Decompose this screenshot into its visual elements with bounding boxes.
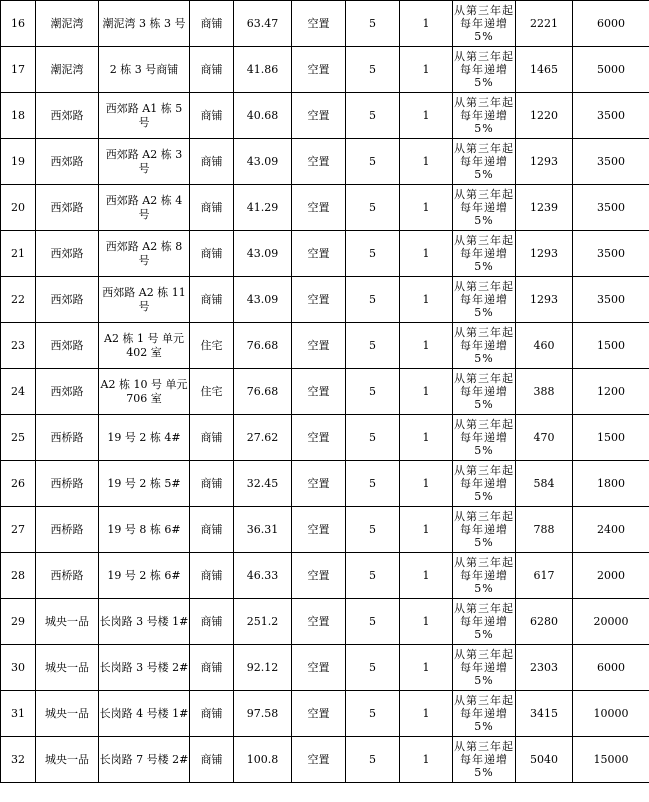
area-cell: 63.47 xyxy=(234,1,292,47)
area-cell: 41.86 xyxy=(234,47,292,93)
table-row xyxy=(1,139,649,185)
table-row xyxy=(1,553,649,599)
location-cell: 西桥路 xyxy=(36,415,99,461)
lease-years-cell: 5 xyxy=(346,369,400,415)
rent-increase-cell: 从第三年起每年递增 5% xyxy=(453,185,516,231)
address-cell: 西郊路 A2 栋 4 号 xyxy=(99,185,190,231)
unit-rent-cell: 1465 xyxy=(516,47,573,93)
unit-rent-cell: 584 xyxy=(516,461,573,507)
lease-years-cell: 5 xyxy=(346,139,400,185)
property-type-cell: 商铺 xyxy=(190,461,234,507)
property-type-cell: 商铺 xyxy=(190,1,234,47)
lease-years-cell: 5 xyxy=(346,1,400,47)
location-cell: 西桥路 xyxy=(36,553,99,599)
row-number-cell: 25 xyxy=(1,415,36,461)
total-rent-cell: 3500 xyxy=(573,277,649,323)
lease-years-cell: 5 xyxy=(346,461,400,507)
rent-increase-cell: 从第三年起每年递增 5% xyxy=(453,277,516,323)
area-cell: 97.58 xyxy=(234,691,292,737)
total-rent-cell: 10000 xyxy=(573,691,649,737)
location-cell: 城央一品 xyxy=(36,737,99,783)
lease-years-cell: 5 xyxy=(346,277,400,323)
rent-increase-cell: 从第三年起每年递增 5% xyxy=(453,553,516,599)
property-type-cell: 住宅 xyxy=(190,369,234,415)
unit-rent-cell: 1239 xyxy=(516,185,573,231)
rent-increase-cell: 从第三年起每年递增 5% xyxy=(453,1,516,47)
address-cell: 长岗路 7 号楼 2# xyxy=(99,737,190,783)
total-rent-cell: 3500 xyxy=(573,93,649,139)
total-rent-cell: 1500 xyxy=(573,415,649,461)
row-number-cell: 18 xyxy=(1,93,36,139)
row-number-cell: 32 xyxy=(1,737,36,783)
total-rent-cell: 2000 xyxy=(573,553,649,599)
property-type-cell: 商铺 xyxy=(190,47,234,93)
status-cell: 空置 xyxy=(292,415,346,461)
lease-years-cell: 5 xyxy=(346,553,400,599)
deposit-months-cell: 1 xyxy=(400,323,453,369)
property-type-cell: 商铺 xyxy=(190,93,234,139)
rent-increase-cell: 从第三年起每年递增 5% xyxy=(453,369,516,415)
total-rent-cell: 3500 xyxy=(573,185,649,231)
lease-years-cell: 5 xyxy=(346,691,400,737)
lease-years-cell: 5 xyxy=(346,93,400,139)
location-cell: 潮泥湾 xyxy=(36,47,99,93)
row-number-cell: 31 xyxy=(1,691,36,737)
area-cell: 46.33 xyxy=(234,553,292,599)
property-type-cell: 商铺 xyxy=(190,645,234,691)
status-cell: 空置 xyxy=(292,139,346,185)
address-cell: 长岗路 4 号楼 1# xyxy=(99,691,190,737)
lease-years-cell: 5 xyxy=(346,47,400,93)
area-cell: 36.31 xyxy=(234,507,292,553)
unit-rent-cell: 470 xyxy=(516,415,573,461)
area-cell: 43.09 xyxy=(234,231,292,277)
deposit-months-cell: 1 xyxy=(400,645,453,691)
rent-increase-cell: 从第三年起每年递增 5% xyxy=(453,415,516,461)
address-cell: 西郊路 A1 栋 5 号 xyxy=(99,93,190,139)
status-cell: 空置 xyxy=(292,369,346,415)
row-number-cell: 29 xyxy=(1,599,36,645)
deposit-months-cell: 1 xyxy=(400,415,453,461)
unit-rent-cell: 388 xyxy=(516,369,573,415)
row-number-cell: 22 xyxy=(1,277,36,323)
row-number-cell: 27 xyxy=(1,507,36,553)
deposit-months-cell: 1 xyxy=(400,93,453,139)
unit-rent-cell: 788 xyxy=(516,507,573,553)
deposit-months-cell: 1 xyxy=(400,369,453,415)
area-cell: 76.68 xyxy=(234,323,292,369)
total-rent-cell: 6000 xyxy=(573,1,649,47)
location-cell: 城央一品 xyxy=(36,691,99,737)
table-row xyxy=(1,461,649,507)
table-row xyxy=(1,231,649,277)
deposit-months-cell: 1 xyxy=(400,507,453,553)
area-cell: 32.45 xyxy=(234,461,292,507)
address-cell: 西郊路 A2 栋 11 号 xyxy=(99,277,190,323)
row-number-cell: 16 xyxy=(1,1,36,47)
rent-increase-cell: 从第三年起每年递增 5% xyxy=(453,737,516,783)
total-rent-cell: 1800 xyxy=(573,461,649,507)
rent-increase-cell: 从第三年起每年递增 5% xyxy=(453,47,516,93)
rent-increase-cell: 从第三年起每年递增 5% xyxy=(453,231,516,277)
total-rent-cell: 3500 xyxy=(573,231,649,277)
property-type-cell: 住宅 xyxy=(190,323,234,369)
address-cell: 长岗路 3 号楼 2# xyxy=(99,645,190,691)
area-cell: 76.68 xyxy=(234,369,292,415)
total-rent-cell: 20000 xyxy=(573,599,649,645)
deposit-months-cell: 1 xyxy=(400,185,453,231)
status-cell: 空置 xyxy=(292,507,346,553)
location-cell: 西郊路 xyxy=(36,231,99,277)
row-number-cell: 23 xyxy=(1,323,36,369)
lease-years-cell: 5 xyxy=(346,645,400,691)
address-cell: 西郊路 A2 栋 8 号 xyxy=(99,231,190,277)
status-cell: 空置 xyxy=(292,737,346,783)
location-cell: 西郊路 xyxy=(36,369,99,415)
row-number-cell: 19 xyxy=(1,139,36,185)
deposit-months-cell: 1 xyxy=(400,139,453,185)
location-cell: 西郊路 xyxy=(36,93,99,139)
deposit-months-cell: 1 xyxy=(400,737,453,783)
table-row xyxy=(1,47,649,93)
location-cell: 西郊路 xyxy=(36,185,99,231)
table-row xyxy=(1,369,649,415)
lease-years-cell: 5 xyxy=(346,599,400,645)
address-cell: 19 号 2 栋 5# xyxy=(99,461,190,507)
location-cell: 西桥路 xyxy=(36,507,99,553)
property-type-cell: 商铺 xyxy=(190,277,234,323)
location-cell: 城央一品 xyxy=(36,599,99,645)
property-type-cell: 商铺 xyxy=(190,185,234,231)
area-cell: 43.09 xyxy=(234,277,292,323)
unit-rent-cell: 6280 xyxy=(516,599,573,645)
rent-increase-cell: 从第三年起每年递增 5% xyxy=(453,691,516,737)
address-cell: 19 号 2 栋 6# xyxy=(99,553,190,599)
table-row xyxy=(1,185,649,231)
unit-rent-cell: 2303 xyxy=(516,645,573,691)
lease-years-cell: 5 xyxy=(346,507,400,553)
rent-increase-cell: 从第三年起每年递增 5% xyxy=(453,93,516,139)
property-type-cell: 商铺 xyxy=(190,139,234,185)
rent-increase-cell: 从第三年起每年递增 5% xyxy=(453,507,516,553)
total-rent-cell: 1200 xyxy=(573,369,649,415)
area-cell: 27.62 xyxy=(234,415,292,461)
total-rent-cell: 15000 xyxy=(573,737,649,783)
status-cell: 空置 xyxy=(292,599,346,645)
rent-increase-cell: 从第三年起每年递增 5% xyxy=(453,139,516,185)
row-number-cell: 24 xyxy=(1,369,36,415)
table-row xyxy=(1,323,649,369)
address-cell: 19 号 8 栋 6# xyxy=(99,507,190,553)
lease-years-cell: 5 xyxy=(346,415,400,461)
location-cell: 西桥路 xyxy=(36,461,99,507)
area-cell: 40.68 xyxy=(234,93,292,139)
lease-years-cell: 5 xyxy=(346,737,400,783)
location-cell: 城央一品 xyxy=(36,645,99,691)
lease-years-cell: 5 xyxy=(346,185,400,231)
deposit-months-cell: 1 xyxy=(400,231,453,277)
unit-rent-cell: 1293 xyxy=(516,231,573,277)
total-rent-cell: 1500 xyxy=(573,323,649,369)
unit-rent-cell: 5040 xyxy=(516,737,573,783)
address-cell: 西郊路 A2 栋 3 号 xyxy=(99,139,190,185)
table-row xyxy=(1,415,649,461)
status-cell: 空置 xyxy=(292,231,346,277)
unit-rent-cell: 460 xyxy=(516,323,573,369)
property-type-cell: 商铺 xyxy=(190,737,234,783)
row-number-cell: 30 xyxy=(1,645,36,691)
area-cell: 41.29 xyxy=(234,185,292,231)
address-cell: A2 栋 10 号 单元 706 室 xyxy=(99,369,190,415)
address-cell: 长岗路 3 号楼 1# xyxy=(99,599,190,645)
table-row xyxy=(1,599,649,645)
address-cell: 2 栋 3 号商铺 xyxy=(99,47,190,93)
location-cell: 西郊路 xyxy=(36,139,99,185)
property-type-cell: 商铺 xyxy=(190,599,234,645)
status-cell: 空置 xyxy=(292,461,346,507)
status-cell: 空置 xyxy=(292,277,346,323)
row-number-cell: 20 xyxy=(1,185,36,231)
deposit-months-cell: 1 xyxy=(400,47,453,93)
rent-increase-cell: 从第三年起每年递增 5% xyxy=(453,645,516,691)
row-number-cell: 17 xyxy=(1,47,36,93)
status-cell: 空置 xyxy=(292,185,346,231)
total-rent-cell: 6000 xyxy=(573,645,649,691)
lease-years-cell: 5 xyxy=(346,323,400,369)
deposit-months-cell: 1 xyxy=(400,553,453,599)
rent-increase-cell: 从第三年起每年递增 5% xyxy=(453,599,516,645)
property-type-cell: 商铺 xyxy=(190,507,234,553)
unit-rent-cell: 617 xyxy=(516,553,573,599)
deposit-months-cell: 1 xyxy=(400,461,453,507)
row-number-cell: 21 xyxy=(1,231,36,277)
status-cell: 空置 xyxy=(292,645,346,691)
location-cell: 潮泥湾 xyxy=(36,1,99,47)
unit-rent-cell: 3415 xyxy=(516,691,573,737)
address-cell: 潮泥湾 3 栋 3 号 xyxy=(99,1,190,47)
row-number-cell: 26 xyxy=(1,461,36,507)
area-cell: 100.8 xyxy=(234,737,292,783)
unit-rent-cell: 2221 xyxy=(516,1,573,47)
location-cell: 西郊路 xyxy=(36,277,99,323)
unit-rent-cell: 1293 xyxy=(516,277,573,323)
unit-rent-cell: 1293 xyxy=(516,139,573,185)
table-row xyxy=(1,691,649,737)
property-type-cell: 商铺 xyxy=(190,553,234,599)
status-cell: 空置 xyxy=(292,93,346,139)
area-cell: 251.2 xyxy=(234,599,292,645)
location-cell: 西郊路 xyxy=(36,323,99,369)
table-row xyxy=(1,93,649,139)
rent-increase-cell: 从第三年起每年递增 5% xyxy=(453,461,516,507)
row-number-cell: 28 xyxy=(1,553,36,599)
table-row xyxy=(1,1,649,47)
lease-years-cell: 5 xyxy=(346,231,400,277)
table-row xyxy=(1,507,649,553)
area-cell: 43.09 xyxy=(234,139,292,185)
address-cell: A2 栋 1 号 单元 402 室 xyxy=(99,323,190,369)
property-type-cell: 商铺 xyxy=(190,231,234,277)
total-rent-cell: 5000 xyxy=(573,47,649,93)
property-type-cell: 商铺 xyxy=(190,691,234,737)
total-rent-cell: 2400 xyxy=(573,507,649,553)
rent-increase-cell: 从第三年起每年递增 5% xyxy=(453,323,516,369)
deposit-months-cell: 1 xyxy=(400,1,453,47)
table-body xyxy=(1,1,649,783)
status-cell: 空置 xyxy=(292,47,346,93)
total-rent-cell: 3500 xyxy=(573,139,649,185)
table-row xyxy=(1,277,649,323)
status-cell: 空置 xyxy=(292,553,346,599)
table-row xyxy=(1,645,649,691)
unit-rent-cell: 1220 xyxy=(516,93,573,139)
address-cell: 19 号 2 栋 4# xyxy=(99,415,190,461)
status-cell: 空置 xyxy=(292,323,346,369)
area-cell: 92.12 xyxy=(234,645,292,691)
status-cell: 空置 xyxy=(292,691,346,737)
property-type-cell: 商铺 xyxy=(190,415,234,461)
deposit-months-cell: 1 xyxy=(400,599,453,645)
deposit-months-cell: 1 xyxy=(400,277,453,323)
table-row xyxy=(1,737,649,783)
status-cell: 空置 xyxy=(292,1,346,47)
deposit-months-cell: 1 xyxy=(400,691,453,737)
